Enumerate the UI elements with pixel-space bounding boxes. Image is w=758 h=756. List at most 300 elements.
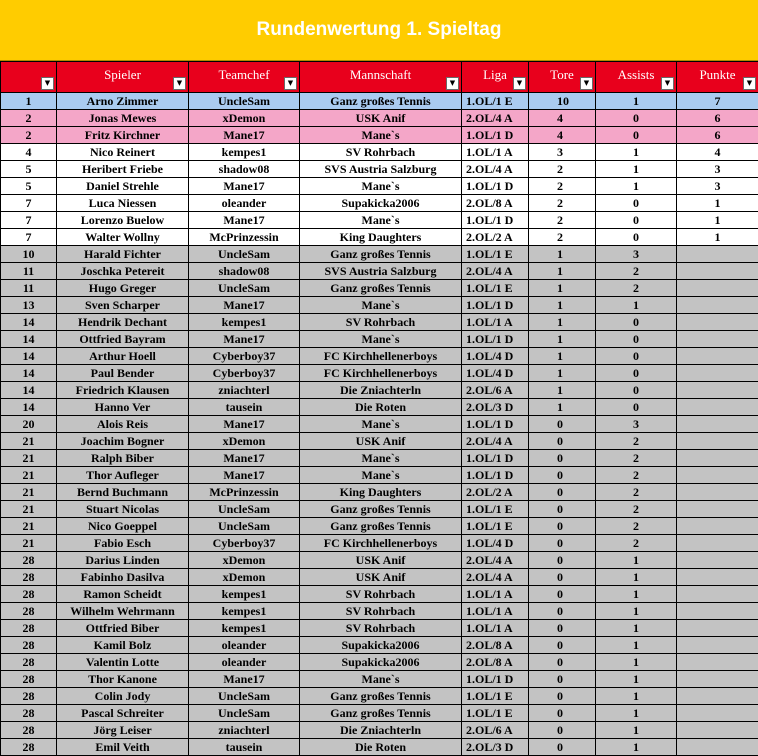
tore-cell: 3 <box>529 144 596 161</box>
punkte-cell <box>677 416 758 433</box>
rank-cell: 4 <box>1 144 57 161</box>
punkte-cell <box>677 705 758 722</box>
tore-cell: 0 <box>529 484 596 501</box>
liga-cell: 2.OL/6 A <box>462 722 529 739</box>
table-row <box>1 739 758 756</box>
teamchef-cell: Cyberboy37 <box>189 535 300 552</box>
table-row <box>1 467 758 484</box>
punkte-cell <box>677 331 758 348</box>
assists-cell: 0 <box>596 212 677 229</box>
punkte-cell <box>677 535 758 552</box>
column-header-label: Tore <box>550 67 574 82</box>
tore-cell: 1 <box>529 331 596 348</box>
liga-cell: 2.OL/4 A <box>462 433 529 450</box>
mannschaft-cell: Die Zniachterln <box>300 722 462 739</box>
assists-cell: 0 <box>596 365 677 382</box>
liga-cell: 2.OL/2 A <box>462 484 529 501</box>
mannschaft-cell: SVS Austria Salzburg <box>300 263 462 280</box>
liga-cell: 2.OL/4 A <box>462 110 529 127</box>
liga-cell: 1.OL/1 D <box>462 416 529 433</box>
mannschaft-cell: Mane`s <box>300 331 462 348</box>
mannschaft-cell: Die Roten <box>300 739 462 756</box>
teamchef-cell: kempes1 <box>189 314 300 331</box>
liga-cell: 2.OL/6 A <box>462 382 529 399</box>
liga-cell: 1.OL/1 D <box>462 297 529 314</box>
spieler-cell: Ottfried Bayram <box>57 331 189 348</box>
column-header-label: Spieler <box>104 67 141 82</box>
rank-cell: 2 <box>1 127 57 144</box>
assists-cell: 1 <box>596 620 677 637</box>
teamchef-cell: zniachterl <box>189 722 300 739</box>
punkte-cell: 6 <box>677 127 758 144</box>
mannschaft-cell: Mane`s <box>300 671 462 688</box>
column-header-liga <box>462 62 529 93</box>
tore-cell: 2 <box>529 161 596 178</box>
table-row <box>1 518 758 535</box>
rank-cell: 11 <box>1 263 57 280</box>
assists-cell: 2 <box>596 280 677 297</box>
tore-cell: 2 <box>529 212 596 229</box>
spieler-cell: Arno Zimmer <box>57 93 189 110</box>
column-header-tore <box>529 62 596 93</box>
title-bar <box>0 0 758 61</box>
assists-cell: 1 <box>596 297 677 314</box>
mannschaft-cell: SV Rohrbach <box>300 586 462 603</box>
tore-cell: 1 <box>529 297 596 314</box>
column-header-rank <box>1 62 57 93</box>
assists-cell: 2 <box>596 263 677 280</box>
mannschaft-cell: SV Rohrbach <box>300 314 462 331</box>
liga-cell: 1.OL/1 D <box>462 671 529 688</box>
punkte-cell <box>677 314 758 331</box>
mannschaft-cell: Ganz großes Tennis <box>300 705 462 722</box>
assists-cell: 1 <box>596 654 677 671</box>
table-row <box>1 399 758 416</box>
assists-cell: 0 <box>596 348 677 365</box>
spieler-cell: Joschka Petereit <box>57 263 189 280</box>
filter-dropdown-icon[interactable]: ▼ <box>513 77 526 90</box>
assists-cell: 1 <box>596 161 677 178</box>
mannschaft-cell: USK Anif <box>300 110 462 127</box>
tore-cell: 1 <box>529 382 596 399</box>
mannschaft-cell: SV Rohrbach <box>300 620 462 637</box>
mannschaft-cell: King Daughters <box>300 229 462 246</box>
liga-cell: 1.OL/1 D <box>462 331 529 348</box>
spieler-cell: Darius Linden <box>57 552 189 569</box>
assists-cell: 0 <box>596 110 677 127</box>
teamchef-cell: xDemon <box>189 569 300 586</box>
punkte-cell: 1 <box>677 212 758 229</box>
mannschaft-cell: Die Zniachterln <box>300 382 462 399</box>
rank-cell: 14 <box>1 314 57 331</box>
punkte-cell: 6 <box>677 110 758 127</box>
assists-cell: 1 <box>596 93 677 110</box>
teamchef-cell: oleander <box>189 195 300 212</box>
teamchef-cell: UncleSam <box>189 501 300 518</box>
teamchef-cell: kempes1 <box>189 603 300 620</box>
liga-cell: 1.OL/1 E <box>462 688 529 705</box>
liga-cell: 1.OL/1 A <box>462 144 529 161</box>
tore-cell: 0 <box>529 552 596 569</box>
teamchef-cell: Mane17 <box>189 178 300 195</box>
spieler-cell: Walter Wollny <box>57 229 189 246</box>
liga-cell: 1.OL/1 A <box>462 620 529 637</box>
assists-cell: 1 <box>596 739 677 756</box>
rank-cell: 7 <box>1 229 57 246</box>
table-row <box>1 535 758 552</box>
tore-cell: 0 <box>529 450 596 467</box>
liga-cell: 1.OL/1 E <box>462 93 529 110</box>
column-header-mannschaft <box>300 62 462 93</box>
tore-cell: 0 <box>529 569 596 586</box>
spieler-cell: Hugo Greger <box>57 280 189 297</box>
teamchef-cell: UncleSam <box>189 93 300 110</box>
spieler-cell: Luca Niessen <box>57 195 189 212</box>
punkte-cell <box>677 552 758 569</box>
rank-cell: 28 <box>1 603 57 620</box>
rank-cell: 21 <box>1 518 57 535</box>
tore-cell: 4 <box>529 110 596 127</box>
table-row <box>1 365 758 382</box>
spieler-cell: Thor Aufleger <box>57 467 189 484</box>
spieler-cell: Hanno Ver <box>57 399 189 416</box>
mannschaft-cell: Ganz großes Tennis <box>300 688 462 705</box>
rank-cell: 28 <box>1 705 57 722</box>
assists-cell: 2 <box>596 535 677 552</box>
rank-cell: 28 <box>1 688 57 705</box>
liga-cell: 2.OL/3 D <box>462 739 529 756</box>
assists-cell: 1 <box>596 552 677 569</box>
punkte-cell: 3 <box>677 178 758 195</box>
assists-cell: 2 <box>596 467 677 484</box>
tore-cell: 0 <box>529 518 596 535</box>
spieler-cell: Fritz Kirchner <box>57 127 189 144</box>
liga-cell: 1.OL/4 D <box>462 365 529 382</box>
teamchef-cell: UncleSam <box>189 280 300 297</box>
filter-dropdown-icon[interactable]: ▼ <box>41 77 54 90</box>
liga-cell: 1.OL/1 A <box>462 314 529 331</box>
liga-cell: 2.OL/8 A <box>462 637 529 654</box>
tore-cell: 1 <box>529 263 596 280</box>
rank-cell: 21 <box>1 450 57 467</box>
rank-cell: 7 <box>1 195 57 212</box>
mannschaft-cell: King Daughters <box>300 484 462 501</box>
liga-cell: 1.OL/1 A <box>462 586 529 603</box>
liga-cell: 1.OL/1 D <box>462 212 529 229</box>
filter-dropdown-icon[interactable]: ▼ <box>661 77 674 90</box>
rank-cell: 28 <box>1 569 57 586</box>
mannschaft-cell: FC Kirchhellenerboys <box>300 365 462 382</box>
spieler-cell: Ottfried Biber <box>57 620 189 637</box>
tore-cell: 2 <box>529 229 596 246</box>
column-header-punkte <box>677 62 758 93</box>
mannschaft-cell: Ganz großes Tennis <box>300 501 462 518</box>
spieler-cell: Heribert Friebe <box>57 161 189 178</box>
spieler-cell: Thor Kanone <box>57 671 189 688</box>
table-row <box>1 688 758 705</box>
spieler-cell: Ramon Scheidt <box>57 586 189 603</box>
punkte-cell <box>677 688 758 705</box>
filter-dropdown-icon[interactable]: ▼ <box>173 77 186 90</box>
liga-cell: 2.OL/4 A <box>462 161 529 178</box>
teamchef-cell: xDemon <box>189 110 300 127</box>
column-header-label: Teamchef <box>218 67 269 82</box>
liga-cell: 1.OL/1 A <box>462 603 529 620</box>
rank-cell: 10 <box>1 246 57 263</box>
punkte-cell <box>677 569 758 586</box>
column-header-label: Liga <box>483 67 507 82</box>
header-row <box>1 62 758 93</box>
spieler-cell: Stuart Nicolas <box>57 501 189 518</box>
rank-cell: 28 <box>1 637 57 654</box>
table-row <box>1 569 758 586</box>
table-row <box>1 195 758 212</box>
teamchef-cell: Mane17 <box>189 212 300 229</box>
liga-cell: 1.OL/1 D <box>462 450 529 467</box>
rank-cell: 14 <box>1 399 57 416</box>
table-row <box>1 705 758 722</box>
mannschaft-cell: Mane`s <box>300 467 462 484</box>
liga-cell: 1.OL/1 D <box>462 467 529 484</box>
rank-cell: 28 <box>1 654 57 671</box>
filter-dropdown-icon[interactable]: ▼ <box>580 77 593 90</box>
liga-cell: 1.OL/4 D <box>462 535 529 552</box>
punkte-cell: 3 <box>677 161 758 178</box>
liga-cell: 1.OL/1 E <box>462 280 529 297</box>
liga-cell: 2.OL/4 A <box>462 263 529 280</box>
punkte-cell <box>677 365 758 382</box>
rank-cell: 5 <box>1 161 57 178</box>
table-row <box>1 144 758 161</box>
mannschaft-cell: Mane`s <box>300 297 462 314</box>
tore-cell: 0 <box>529 603 596 620</box>
mannschaft-cell: SV Rohrbach <box>300 144 462 161</box>
rank-cell: 14 <box>1 348 57 365</box>
table-row <box>1 229 758 246</box>
liga-cell: 1.OL/1 D <box>462 178 529 195</box>
table-row <box>1 161 758 178</box>
punkte-cell: 1 <box>677 229 758 246</box>
tore-cell: 1 <box>529 246 596 263</box>
tore-cell: 0 <box>529 416 596 433</box>
rank-cell: 11 <box>1 280 57 297</box>
assists-cell: 0 <box>596 195 677 212</box>
table-row <box>1 382 758 399</box>
table-row <box>1 212 758 229</box>
teamchef-cell: McPrinzessin <box>189 484 300 501</box>
punkte-cell <box>677 722 758 739</box>
teamchef-cell: tausein <box>189 739 300 756</box>
punkte-cell <box>677 671 758 688</box>
table-row <box>1 671 758 688</box>
rank-cell: 21 <box>1 467 57 484</box>
teamchef-cell: oleander <box>189 637 300 654</box>
liga-cell: 2.OL/4 A <box>462 552 529 569</box>
spieler-cell: Sven Scharper <box>57 297 189 314</box>
teamchef-cell: xDemon <box>189 552 300 569</box>
tore-cell: 1 <box>529 348 596 365</box>
punkte-cell <box>677 518 758 535</box>
punkte-cell <box>677 501 758 518</box>
tore-cell: 4 <box>529 127 596 144</box>
spieler-cell: Fabio Esch <box>57 535 189 552</box>
punkte-cell <box>677 620 758 637</box>
punkte-cell <box>677 263 758 280</box>
mannschaft-cell: Mane`s <box>300 416 462 433</box>
spieler-cell: Friedrich Klausen <box>57 382 189 399</box>
tore-cell: 1 <box>529 280 596 297</box>
assists-cell: 1 <box>596 603 677 620</box>
tore-cell: 0 <box>529 637 596 654</box>
column-header-label: Mannschaft <box>350 67 411 82</box>
rank-cell: 7 <box>1 212 57 229</box>
assists-cell: 2 <box>596 450 677 467</box>
table-row <box>1 178 758 195</box>
mannschaft-cell: Mane`s <box>300 178 462 195</box>
spieler-cell: Arthur Hoell <box>57 348 189 365</box>
teamchef-cell: xDemon <box>189 433 300 450</box>
tore-cell: 2 <box>529 195 596 212</box>
rank-cell: 28 <box>1 671 57 688</box>
rank-cell: 14 <box>1 331 57 348</box>
punkte-cell <box>677 280 758 297</box>
table-row <box>1 552 758 569</box>
assists-cell: 0 <box>596 382 677 399</box>
teamchef-cell: kempes1 <box>189 620 300 637</box>
spieler-cell: Harald Fichter <box>57 246 189 263</box>
teamchef-cell: kempes1 <box>189 144 300 161</box>
teamchef-cell: UncleSam <box>189 518 300 535</box>
rank-cell: 21 <box>1 501 57 518</box>
tore-cell: 1 <box>529 399 596 416</box>
page-title: Rundenwertung 1. Spieltag <box>257 19 502 41</box>
spieler-cell: Paul Bender <box>57 365 189 382</box>
table-row <box>1 450 758 467</box>
assists-cell: 1 <box>596 569 677 586</box>
table-row <box>1 263 758 280</box>
mannschaft-cell: SVS Austria Salzburg <box>300 161 462 178</box>
teamchef-cell: Mane17 <box>189 450 300 467</box>
spieler-cell: Jonas Mewes <box>57 110 189 127</box>
teamchef-cell: Mane17 <box>189 416 300 433</box>
table-row <box>1 127 758 144</box>
punkte-cell <box>677 450 758 467</box>
liga-cell: 2.OL/2 A <box>462 229 529 246</box>
mannschaft-cell: Supakicka2006 <box>300 637 462 654</box>
spieler-cell: Nico Goeppel <box>57 518 189 535</box>
punkte-cell <box>677 484 758 501</box>
assists-cell: 3 <box>596 416 677 433</box>
table-row <box>1 280 758 297</box>
spieler-cell: Jörg Leiser <box>57 722 189 739</box>
punkte-cell <box>677 637 758 654</box>
rank-cell: 13 <box>1 297 57 314</box>
ranking-table <box>0 61 758 756</box>
liga-cell: 1.OL/4 D <box>462 348 529 365</box>
rank-cell: 1 <box>1 93 57 110</box>
teamchef-cell: McPrinzessin <box>189 229 300 246</box>
column-header-label: Punkte <box>699 67 735 82</box>
filter-dropdown-icon[interactable]: ▼ <box>446 77 459 90</box>
mannschaft-cell: SV Rohrbach <box>300 603 462 620</box>
filter-dropdown-icon[interactable]: ▼ <box>743 77 756 90</box>
spieler-cell: Alois Reis <box>57 416 189 433</box>
spieler-cell: Valentin Lotte <box>57 654 189 671</box>
rank-cell: 28 <box>1 620 57 637</box>
mannschaft-cell: USK Anif <box>300 552 462 569</box>
spieler-cell: Hendrik Dechant <box>57 314 189 331</box>
spieler-cell: Wilhelm Wehrmann <box>57 603 189 620</box>
punkte-cell <box>677 246 758 263</box>
rank-cell: 28 <box>1 552 57 569</box>
tore-cell: 0 <box>529 620 596 637</box>
table-body <box>1 93 758 756</box>
tore-cell: 1 <box>529 314 596 331</box>
filter-dropdown-icon[interactable]: ▼ <box>284 77 297 90</box>
rank-cell: 21 <box>1 484 57 501</box>
teamchef-cell: Mane17 <box>189 467 300 484</box>
teamchef-cell: Mane17 <box>189 297 300 314</box>
table-row <box>1 314 758 331</box>
tore-cell: 0 <box>529 501 596 518</box>
spieler-cell: Nico Reinert <box>57 144 189 161</box>
table-row <box>1 110 758 127</box>
tore-cell: 10 <box>529 93 596 110</box>
mannschaft-cell: Ganz großes Tennis <box>300 280 462 297</box>
mannschaft-cell: Supakicka2006 <box>300 654 462 671</box>
mannschaft-cell: Ganz großes Tennis <box>300 518 462 535</box>
teamchef-cell: Mane17 <box>189 671 300 688</box>
table-row <box>1 603 758 620</box>
assists-cell: 1 <box>596 705 677 722</box>
assists-cell: 1 <box>596 688 677 705</box>
tore-cell: 0 <box>529 586 596 603</box>
tore-cell: 0 <box>529 688 596 705</box>
assists-cell: 0 <box>596 229 677 246</box>
assists-cell: 1 <box>596 144 677 161</box>
spieler-cell: Emil Veith <box>57 739 189 756</box>
teamchef-cell: Mane17 <box>189 127 300 144</box>
column-header-teamchef <box>189 62 300 93</box>
mannschaft-cell: USK Anif <box>300 433 462 450</box>
table-row <box>1 654 758 671</box>
table-row <box>1 416 758 433</box>
punkte-cell <box>677 467 758 484</box>
spieler-cell: Bernd Buchmann <box>57 484 189 501</box>
spieler-cell: Colin Jody <box>57 688 189 705</box>
spieler-cell: Daniel Strehle <box>57 178 189 195</box>
teamchef-cell: tausein <box>189 399 300 416</box>
spieler-cell: Joachim Bogner <box>57 433 189 450</box>
punkte-cell <box>677 297 758 314</box>
table-row <box>1 93 758 110</box>
spieler-cell: Kamil Bolz <box>57 637 189 654</box>
rank-cell: 14 <box>1 365 57 382</box>
teamchef-cell: shadow08 <box>189 161 300 178</box>
liga-cell: 1.OL/1 E <box>462 246 529 263</box>
assists-cell: 0 <box>596 399 677 416</box>
punkte-cell <box>677 399 758 416</box>
rank-cell: 28 <box>1 722 57 739</box>
liga-cell: 2.OL/8 A <box>462 654 529 671</box>
spieler-cell: Pascal Schreiter <box>57 705 189 722</box>
liga-cell: 1.OL/1 E <box>462 501 529 518</box>
teamchef-cell: Cyberboy37 <box>189 348 300 365</box>
teamchef-cell: oleander <box>189 654 300 671</box>
rank-cell: 21 <box>1 433 57 450</box>
assists-cell: 0 <box>596 127 677 144</box>
tore-cell: 0 <box>529 739 596 756</box>
